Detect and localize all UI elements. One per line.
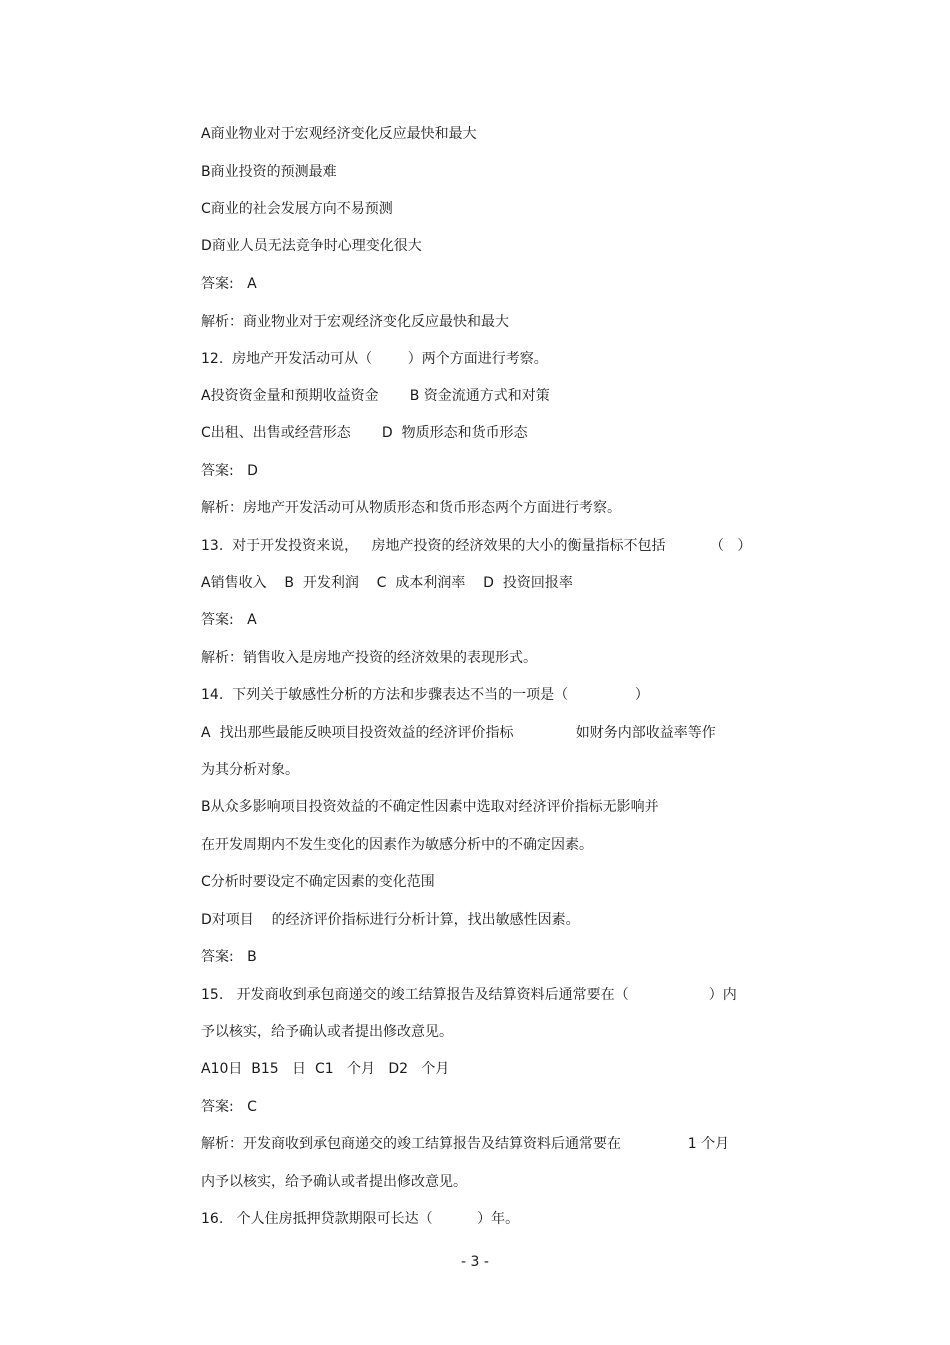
question-13-explanation: 解析：销售收入是房地产投资的经济效果的表现形式。 (201, 650, 537, 666)
option-d-line: D商业人员无法竞争时心理变化很大 (201, 238, 422, 254)
question-13-options: A销售收入 B 开发利润 C 成本利润率 D 投资回报率 (201, 575, 573, 591)
question-12-options-ab: A投资资金量和预期收益资金 B 资金流通方式和对策 (201, 388, 550, 404)
question-15-options: A10日 B15 日 C1 个月 D2 个月 (201, 1061, 450, 1077)
question-16: 16. 个人住房抵押贷款期限可长达（ ）年。 (201, 1211, 520, 1227)
question-14: 14. 下列关于敏感性分析的方法和步骤表达不当的一项是（ ） (201, 687, 649, 703)
question-12-options-cd: C出租、出售或经营形态 D 物质形态和货币形态 (201, 425, 528, 441)
question-15-cont: 予以核实，给予确认或者提出修改意见。 (201, 1024, 453, 1040)
question-15: 15. 开发商收到承包商递交的竣工结算报告及结算资料后通常要在（ ）内 (201, 987, 737, 1003)
option-b-line: B商业投资的预测最难 (201, 164, 337, 180)
question-13-answer: 答案: A (201, 612, 257, 628)
answer-line: 答案: A (201, 276, 257, 292)
question-14-option-a-cont: 为其分析对象。 (201, 762, 299, 778)
question-13: 13. 对于开发投资来说， 房地产投资的经济效果的大小的衡量指标不包括 （ ） (201, 538, 752, 554)
question-15-explanation-cont: 内予以核实，给予确认或者提出修改意见。 (201, 1174, 467, 1190)
question-14-option-d: D对项目 的经济评价指标进行分析计算，找出敏感性因素。 (201, 912, 580, 928)
question-14-option-b: B从众多影响项目投资效益的不确定性因素中选取对经济评价指标无影响并 (201, 799, 659, 815)
question-14-option-b-cont: 在开发周期内不发生变化的因素作为敏感分析中的不确定因素。 (201, 837, 593, 853)
question-14-option-a: A 找出那些最能反映项目投资效益的经济评价指标 如财务内部收益率等作 (201, 725, 716, 741)
option-c-line: C商业的社会发展方向不易预测 (201, 201, 393, 217)
question-12: 12. 房地产开发活动可从（ ）两个方面进行考察。 (201, 351, 548, 367)
page-number: - 3 - (461, 1254, 489, 1270)
question-14-option-c: C分析时要设定不确定因素的变化范围 (201, 874, 435, 890)
question-15-explanation: 解析：开发商收到承包商递交的竣工结算报告及结算资料后通常要在 1 个月 (201, 1136, 730, 1152)
question-12-explanation: 解析：房地产开发活动可从物质形态和货币形态两个方面进行考察。 (201, 500, 621, 516)
option-a-line: A商业物业对于宏观经济变化反应最快和最大 (201, 126, 477, 142)
question-12-answer: 答案: D (201, 463, 258, 479)
question-15-answer: 答案: C (201, 1099, 257, 1115)
explanation-line: 解析：商业物业对于宏观经济变化反应最快和最大 (201, 314, 509, 330)
question-14-answer: 答案: B (201, 949, 257, 965)
